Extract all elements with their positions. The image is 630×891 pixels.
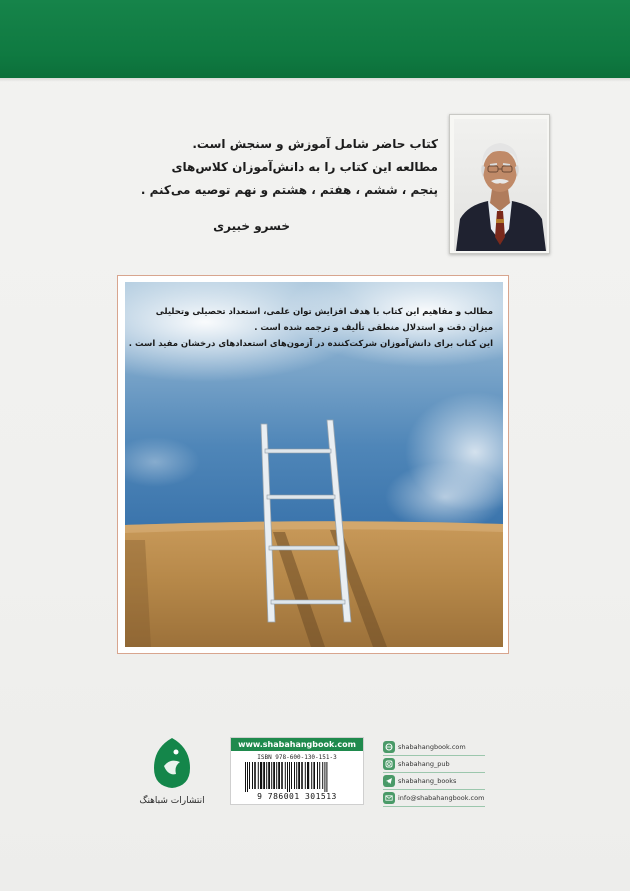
publisher-name: انتشارات شباهنگ: [139, 796, 205, 806]
author-name: خسرو خبیری: [213, 219, 290, 233]
contact-instagram: [383, 756, 485, 773]
publisher-logo: [150, 736, 194, 790]
contact-website-text: shabahangbook.com: [398, 743, 466, 751]
intro-line-3: پنجم ، ششم ، هفتم ، هشتم و نهم توصیه می‌کنم .: [140, 183, 438, 197]
web-icon: [383, 741, 395, 753]
intro-line-1: کتاب حاضر شامل آموزش و سنجش است.: [192, 137, 438, 151]
description-line-3: این کتاب برای دانش‌آموزان شرکت‌کننده در آزمون‌های استعدادهای درخشان مفید است .: [128, 339, 493, 349]
website-banner: www.shabahangbook.com: [231, 738, 363, 751]
contact-telegram-text: shabahang_books: [398, 777, 457, 785]
barcode-bars: [243, 762, 353, 792]
contact-instagram-text: shabahang_pub: [398, 760, 450, 768]
email-icon: [383, 792, 395, 804]
author-photo: [454, 119, 547, 251]
contact-list: [383, 739, 485, 807]
green-header-band: [0, 0, 630, 78]
isbn-text: ISBN 978-600-130-151-3: [257, 754, 337, 761]
barcode-digits: 9 786001 301513: [257, 792, 337, 801]
description-line-2: میزان دقت و استدلال منطقی تألیف و ترجمه شده است .: [254, 323, 493, 333]
description-line-1: مطالب و مفاهیم این کتاب با هدف افزایش توان علمی، استعداد تحصیلی وتحلیلی: [155, 307, 493, 317]
contact-email: [383, 790, 485, 807]
description-text: [128, 304, 493, 352]
intro-line-2: مطالعه این کتاب را به دانش‌آموزان کلاس‌های: [171, 160, 438, 174]
contact-website: [383, 739, 485, 756]
author-photo-frame: [449, 114, 550, 254]
barcode-box: [230, 737, 364, 805]
instagram-icon: [383, 758, 395, 770]
contact-telegram: [383, 773, 485, 790]
telegram-icon: [383, 775, 395, 787]
intro-text: [115, 133, 438, 202]
contact-email-text: info@shabahangbook.com: [398, 794, 485, 802]
